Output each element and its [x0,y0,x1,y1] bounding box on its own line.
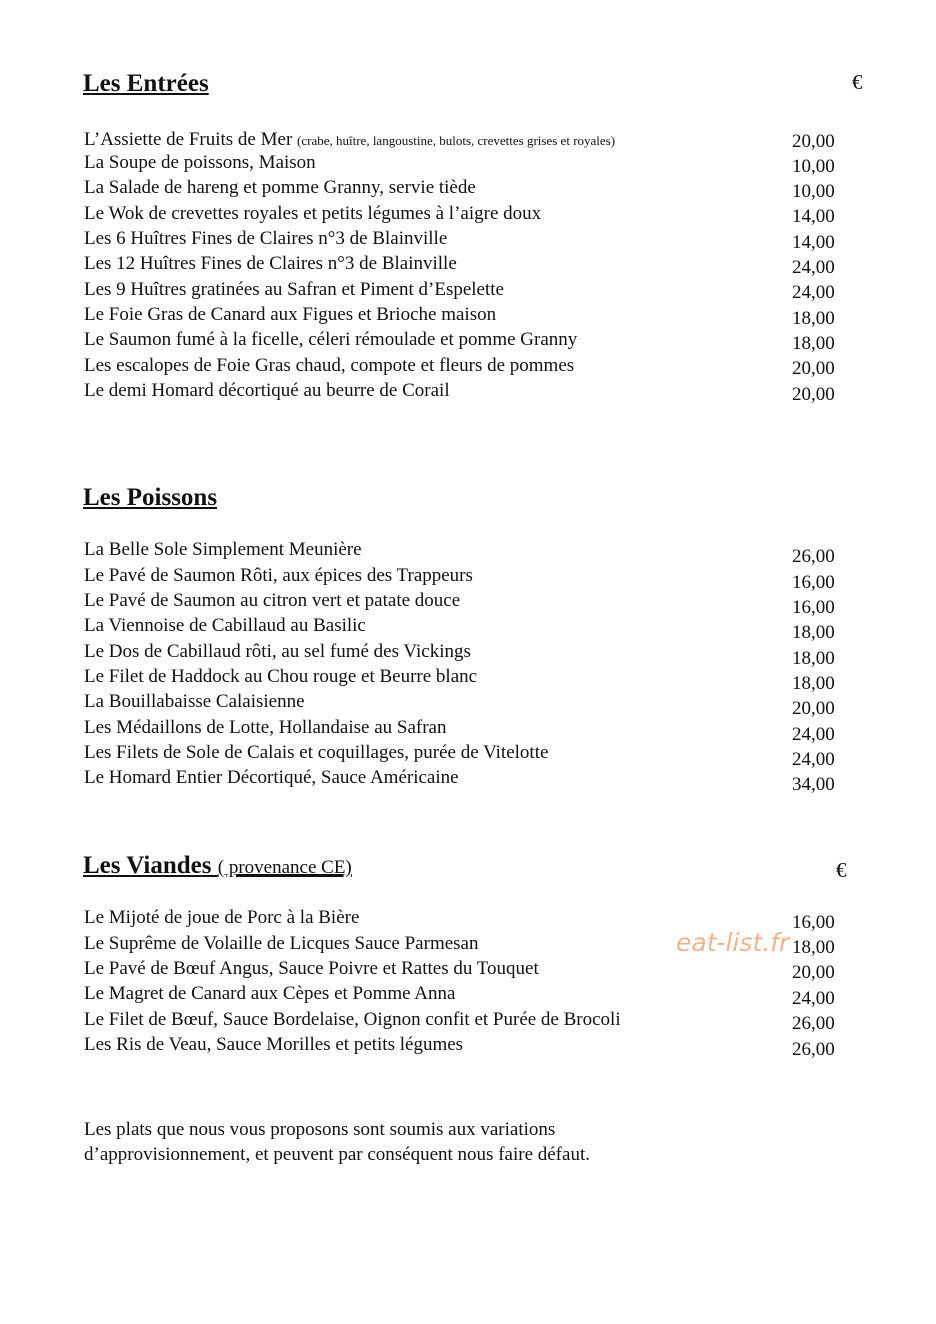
menu-item-viande: Le Pavé de Bœuf Angus, Sauce Poivre et Rattes du Touquet [84,958,539,979]
item-note: (crabe, huître, langoustine, bulots, crevettes grises et royales) [297,133,616,148]
item-price: 24,00 [792,749,835,770]
menu-item-entree: Le Foie Gras de Canard aux Figues et Brioche maison [84,304,497,325]
item-price: 26,00 [792,1039,835,1060]
menu-item-poisson: La Viennoise de Cabillaud au Basilic [84,615,366,636]
menu-item-poisson: La Bouillabaisse Calaisienne [84,691,305,712]
footer-note-line: d’approvisionnement, et peuvent par conséquent nous faire défaut. [84,1144,590,1165]
menu-item-viande: Le Suprême de Volaille de Licques Sauce Parmesan [84,933,479,954]
menu-item-poisson: La Belle Sole Simplement Meunière [84,539,362,560]
section-title-entrees: Les Entrées [83,70,209,97]
item-price: 18,00 [792,937,835,958]
item-price: 16,00 [792,912,835,933]
menu-item-viande: Le Mijoté de joue de Porc à la Bière [84,907,360,928]
item-price: 20,00 [792,698,835,719]
menu-item-entree: La Salade de hareng et pomme Granny, servie tiède [84,177,476,198]
menu-item-viande: Les Ris de Veau, Sauce Morilles et petits légumes [84,1034,464,1055]
menu-item-poisson: Les Médaillons de Lotte, Hollandaise au Safran [84,717,447,738]
menu-item-poisson: Le Homard Entier Décortiqué, Sauce Américaine [84,767,459,788]
item-price: 14,00 [792,232,835,253]
menu-item-entree: Les 9 Huîtres gratinées au Safran et Piment d’Espelette [84,279,504,300]
menu-item-viande: Le Magret de Canard aux Cèpes et Pomme Anna [84,983,456,1004]
menu-item-viande: Le Filet de Bœuf, Sauce Bordelaise, Oignon confit et Purée de Brocoli [84,1009,621,1030]
item-price: 20,00 [792,131,835,152]
watermark-logo: eat-list.fr [676,928,790,957]
menu-item-entree [84,129,615,152]
item-price: 24,00 [792,257,835,278]
item-price: 16,00 [792,597,835,618]
currency-symbol-viandes: € [836,858,847,882]
item-price: 24,00 [792,724,835,745]
menu-item-poisson: Le Pavé de Saumon au citron vert et patate douce [84,590,461,611]
item-price: 24,00 [792,988,835,1009]
footer-note-line: Les plats que nous vous proposons sont soumis aux variations [84,1119,556,1140]
item-price: 18,00 [792,333,835,354]
item-price: 16,00 [792,572,835,593]
section-title-viandes [83,851,352,883]
item-price: 26,00 [792,1013,835,1034]
item-price: 18,00 [792,673,835,694]
menu-item-poisson: Le Pavé de Saumon Rôti, aux épices des Trappeurs [84,565,473,586]
item-price: 20,00 [792,384,835,405]
item-price: 34,00 [792,774,835,795]
item-price: 26,00 [792,546,835,567]
item-price: 24,00 [792,282,835,303]
menu-item-entree: La Soupe de poissons, Maison [84,152,316,173]
item-price: 14,00 [792,206,835,227]
item-price: 18,00 [792,622,835,643]
item-price: 20,00 [792,962,835,983]
item-price: 10,00 [792,181,835,202]
menu-item-entree: Le demi Homard décortiqué au beurre de Corail [84,380,450,401]
section-subtitle: ( provenance CE) [217,857,352,878]
menu-item-poisson: Le Filet de Haddock au Chou rouge et Beurre blanc [84,666,478,687]
section-title-text: Les Viandes [83,852,212,879]
menu-item-poisson: Le Dos de Cabillaud rôti, au sel fumé des Vickings [84,641,471,662]
item-price: 10,00 [792,156,835,177]
menu-item-entree: Les escalopes de Foie Gras chaud, compote et fleurs de pommes [84,355,575,376]
item-name: L’Assiette de Fruits de Mer [84,129,293,150]
item-price: 18,00 [792,648,835,669]
menu-item-entree: Le Saumon fumé à la ficelle, céleri rémoulade et pomme Granny [84,329,578,350]
menu-item-entree: Les 12 Huîtres Fines de Claires n°3 de Blainville [84,253,457,274]
item-price: 20,00 [792,358,835,379]
menu-item-entree: Les 6 Huîtres Fines de Claires n°3 de Blainville [84,228,448,249]
currency-symbol-entrees: € [852,70,863,94]
item-price: 18,00 [792,308,835,329]
menu-item-entree: Le Wok de crevettes royales et petits légumes à l’aigre doux [84,203,542,224]
menu-item-poisson: Les Filets de Sole de Calais et coquillages, purée de Vitelotte [84,742,549,763]
section-title-poissons: Les Poissons [83,484,218,511]
